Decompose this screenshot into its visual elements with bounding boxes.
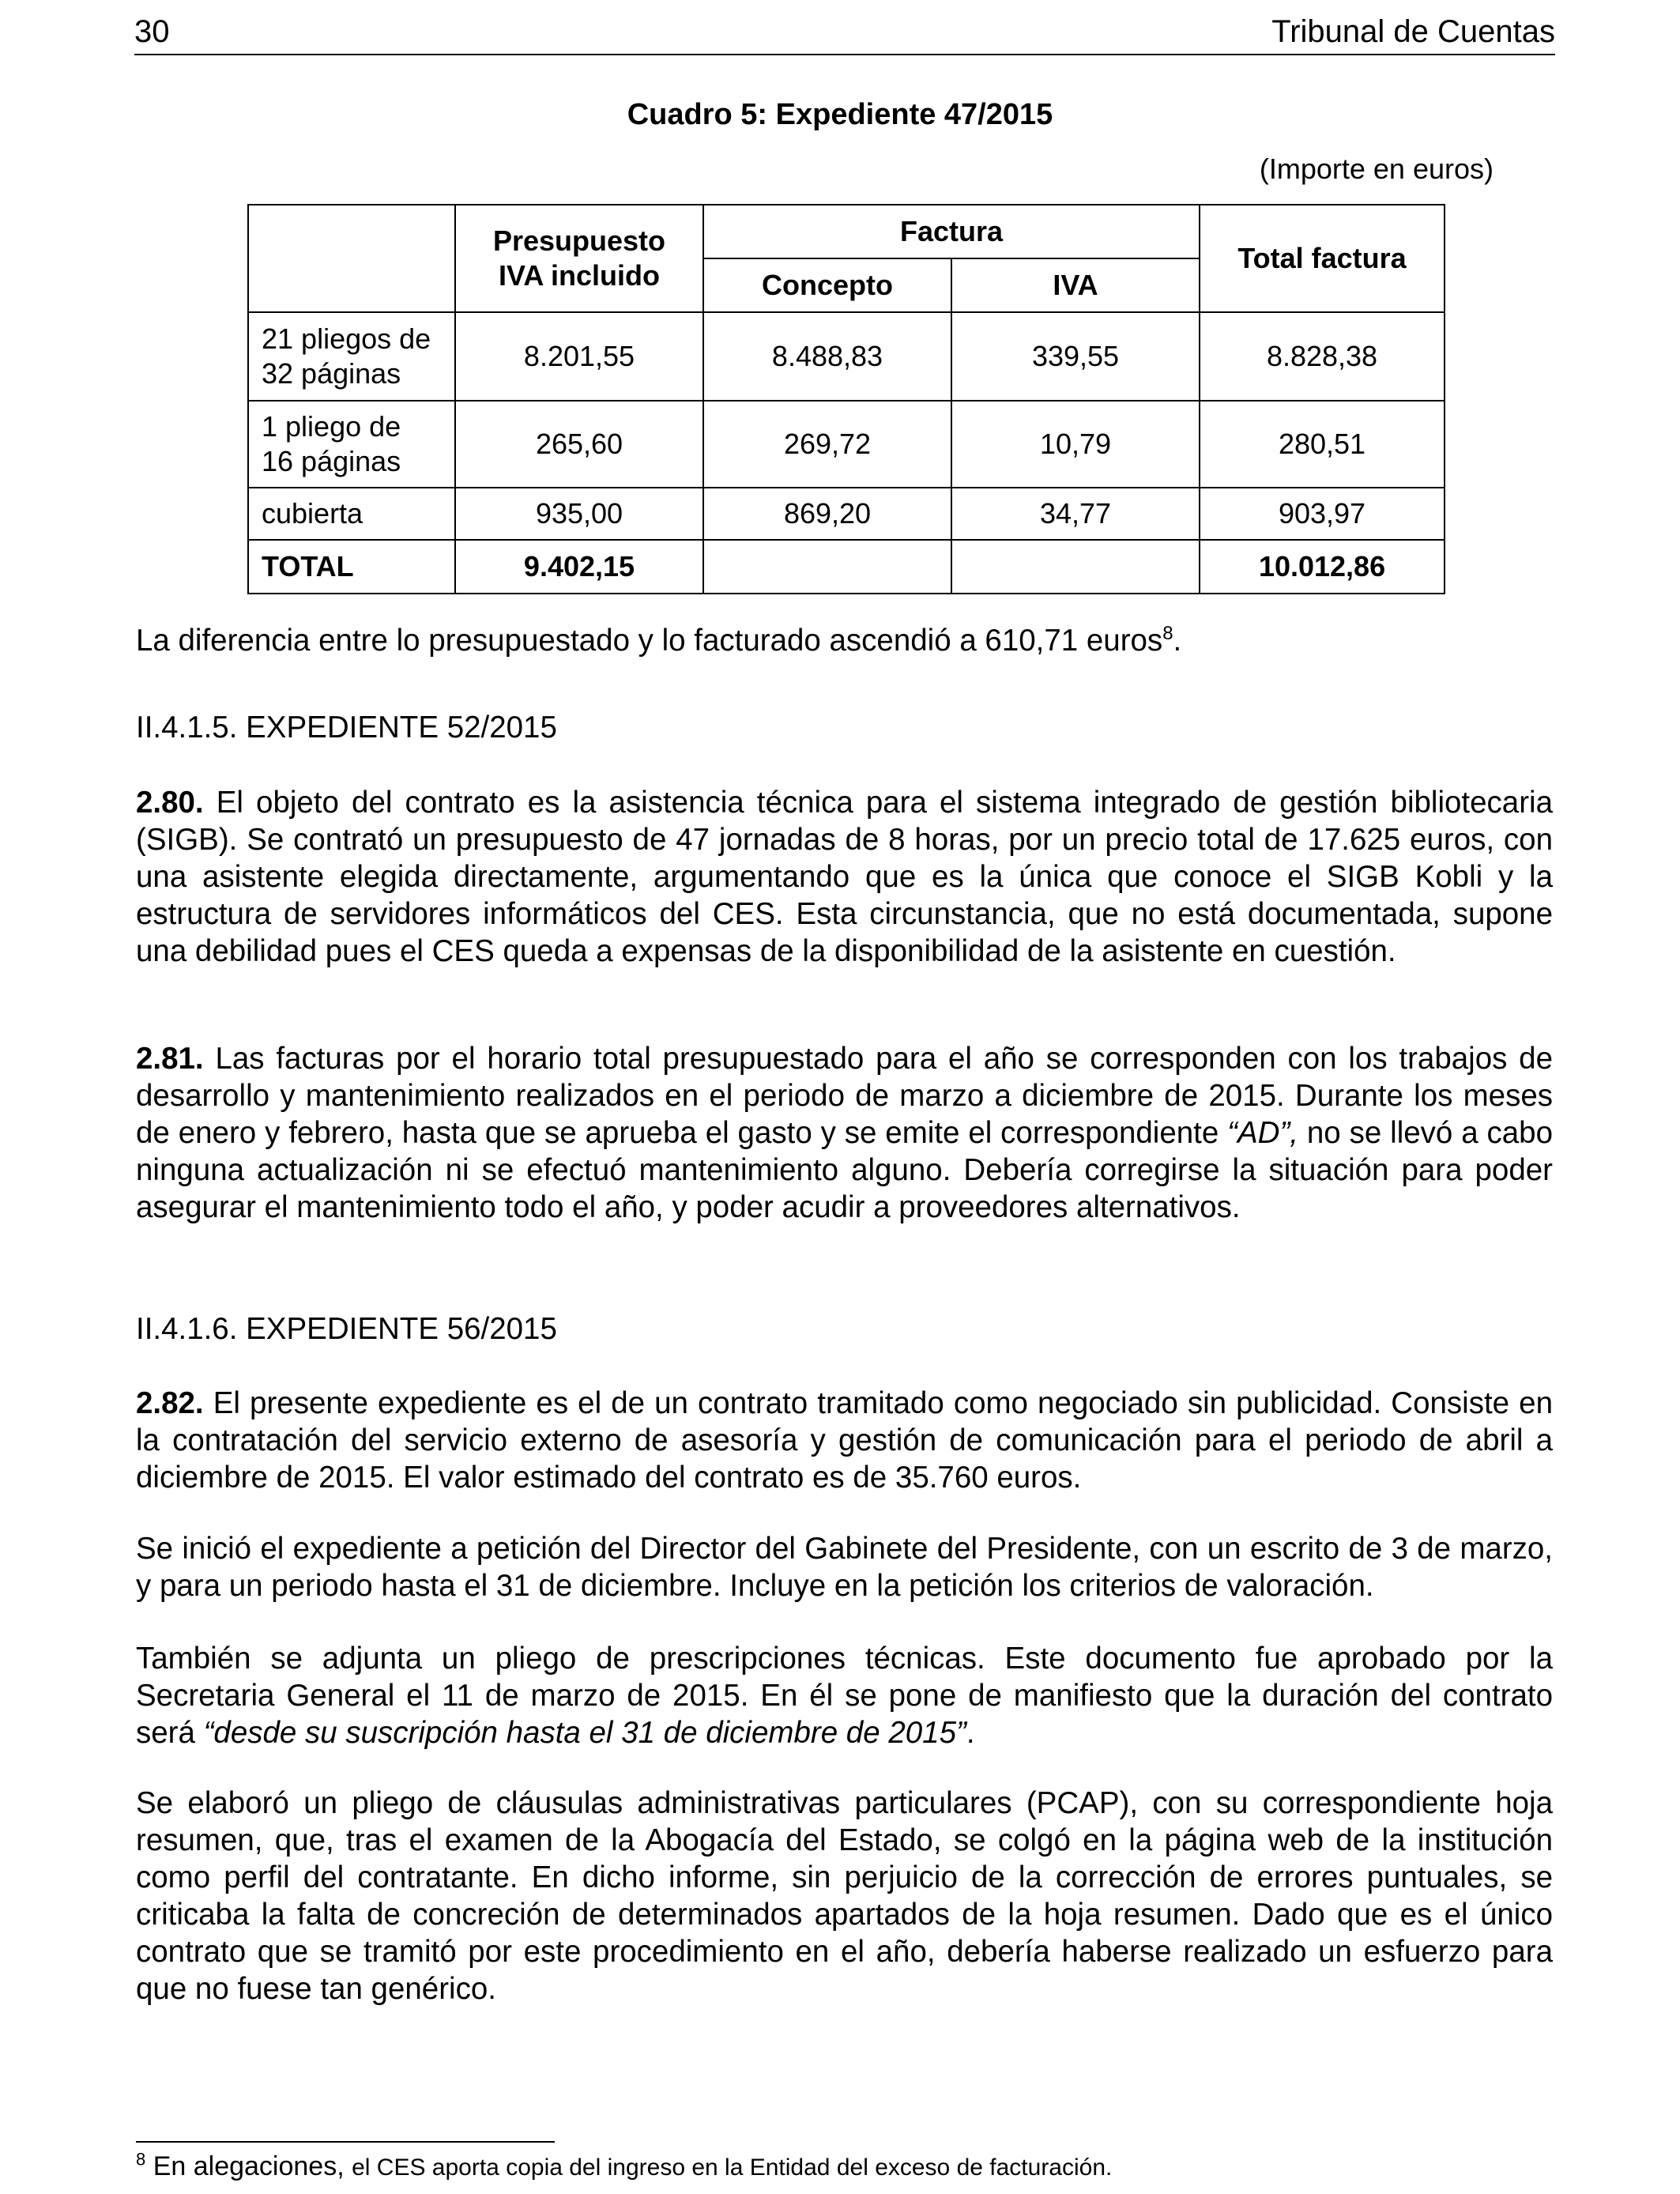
expediente-table — [247, 204, 1445, 594]
header-presupuesto — [455, 205, 703, 312]
row-label — [248, 401, 455, 488]
paragraph-text: Las facturas por el horario total presupuestado para el año se corresponden con los trabajos de desarrollo y mantenimiento realizados en el periodo de marzo a diciembre de 2015. Durante los meses de enero y febrero, hasta que se aprueba el gasto y se emite el correspondiente — [136, 1042, 1553, 1150]
footnote-number: 8 — [136, 2149, 146, 2169]
header-rule — [134, 54, 1555, 55]
cell-concepto: 269,72 — [703, 401, 951, 488]
footnote-rule — [136, 2141, 555, 2143]
cell-total: 280,51 — [1200, 401, 1445, 488]
row-label-line1: 21 pliegos de — [262, 322, 431, 355]
difference-paragraph — [136, 622, 1553, 659]
footnote-reference[interactable]: 8 — [1162, 623, 1173, 645]
cell-presupuesto: 265,60 — [455, 401, 703, 488]
header-iva: IVA — [951, 258, 1200, 312]
paragraph-2-80 — [136, 784, 1553, 970]
total-iva — [951, 540, 1200, 594]
cell-total: 903,97 — [1200, 488, 1445, 540]
total-concepto — [703, 540, 951, 594]
paragraph-italic: “AD”, — [1227, 1116, 1298, 1150]
paragraph-2-82 — [136, 1385, 1553, 1496]
row-label: cubierta — [248, 488, 455, 540]
table-row — [248, 488, 1445, 540]
table-caption: Cuadro 5: Expediente 47/2015 — [627, 98, 1053, 131]
paragraph-inicio: Se inició el expediente a petición del Director del Gabinete del Presidente, con un escrito de 3 de marzo, y para un periodo hasta el 31 de diciembre. Incluye en la petición los criterios de valoración. — [136, 1532, 1553, 1603]
cell-presupuesto: 935,00 — [455, 488, 703, 540]
row-label-line1: 1 pliego de — [262, 410, 401, 443]
header-concepto: Concepto — [703, 258, 951, 312]
section-heading-56-2015: II.4.1.6. EXPEDIENTE 56/2015 — [136, 1312, 557, 1346]
total-label: TOTAL — [248, 540, 455, 594]
total-total: 10.012,86 — [1200, 540, 1445, 594]
paragraph-number: 2.82. — [136, 1386, 204, 1420]
difference-end: . — [1173, 624, 1182, 658]
paragraph-number: 2.80. — [136, 786, 204, 820]
cell-concepto: 8.488,83 — [703, 312, 951, 401]
row-label-line2: 16 páginas — [262, 445, 401, 477]
footnote — [136, 2151, 1112, 2182]
cell-total: 8.828,38 — [1200, 312, 1445, 401]
paragraph-text: El presente expediente es el de un contrato tramitado como negociado sin publicidad. Consiste en la contratación del servicio externo de asesoría y gestión de comunicación para el periodo de abril a diciembre de 2015. El valor estimado del contrato es de 35.760 euros. — [136, 1386, 1553, 1495]
running-title: Tribunal de Cuentas — [1271, 14, 1555, 49]
footnote-text-b: el CES aporta copia del ingreso en la Entidad del exceso de facturación. — [352, 2154, 1113, 2181]
paragraph-text-cont: no se llevó a cabo ninguna actualización ni se efectuó mantenimiento alguno. Debería corregirse la situación para poder asegurar el mantenimiento todo el año, y poder acudir a proveedores alternativos. — [136, 1116, 1553, 1224]
cell-iva: 339,55 — [951, 312, 1200, 401]
table-row — [248, 401, 1445, 488]
paragraph-number: 2.81. — [136, 1042, 204, 1076]
header-total-factura: Total factura — [1200, 205, 1445, 312]
table-total-row — [248, 540, 1445, 594]
header-empty-cell — [248, 205, 455, 312]
footnote-text-a: En alegaciones, — [145, 2151, 352, 2181]
difference-text: La diferencia entre lo presupuestado y lo facturado ascendió a 610,71 euros — [136, 624, 1163, 658]
cell-presupuesto: 8.201,55 — [455, 312, 703, 401]
table-row — [248, 312, 1445, 401]
section-heading-52-2015: II.4.1.5. EXPEDIENTE 52/2015 — [136, 711, 557, 745]
cell-concepto: 869,20 — [703, 488, 951, 540]
page-number: 30 — [134, 14, 170, 49]
cell-iva: 10,79 — [951, 401, 1200, 488]
paragraph-text: También se adjunta un pliego de prescripciones técnicas. Este documento fue aprobado por la Secretaria General el 11 de marzo de 2015. En él se pone de manifiesto que la duración del contrato será — [136, 1642, 1553, 1750]
table-unit-note: (Importe en euros) — [1259, 153, 1494, 185]
total-presupuesto: 9.402,15 — [455, 540, 703, 594]
paragraph-pcap: Se elaboró un pliego de cláusulas administrativas particulares (PCAP), con su correspondiente hoja resumen, que, tras el examen de la Abogacía del Estado, se colgó en la página web de la institución como perfil del contratante. En dicho informe, sin perjuicio de la corrección de errores puntuales, se criticaba la falta de concreción de determinados apartados de la hoja resumen. Dado que es el único contrato que se tramitó por este procedimiento en el año, debería haberse realizado un esfuerzo para que no fuese tan genérico. — [136, 1786, 1553, 2006]
paragraph-2-81 — [136, 1040, 1553, 1226]
row-label-line2: 32 páginas — [262, 357, 401, 390]
paragraph-pliego — [136, 1640, 1553, 1751]
paragraph-italic: “desde su suscripción hasta el 31 de diciembre de 2015” — [203, 1716, 966, 1750]
row-label — [248, 312, 455, 401]
header-presupuesto-line2: IVA incluido — [499, 259, 660, 292]
paragraph-text-end: . — [966, 1716, 975, 1750]
table-header-row — [248, 205, 1445, 258]
header-presupuesto-line1: Presupuesto — [492, 224, 666, 257]
header-factura: Factura — [703, 205, 1200, 258]
cell-iva: 34,77 — [951, 488, 1200, 540]
paragraph-text: El objeto del contrato es la asistencia técnica para el sistema integrado de gestión bibliotecaria (SIGB). Se contrató un presupuesto de 47 jornadas de 8 horas, por un precio total de 17.625 euros, con una asistente elegida directamente, argumentando que es la única que conoce el SIGB Kobli y la estructura de servidores informáticos del CES. Esta circunstancia, que no está documentada, supone una debilidad pues el CES queda a expensas de la disponibilidad de la asistente en cuestión. — [136, 786, 1553, 968]
